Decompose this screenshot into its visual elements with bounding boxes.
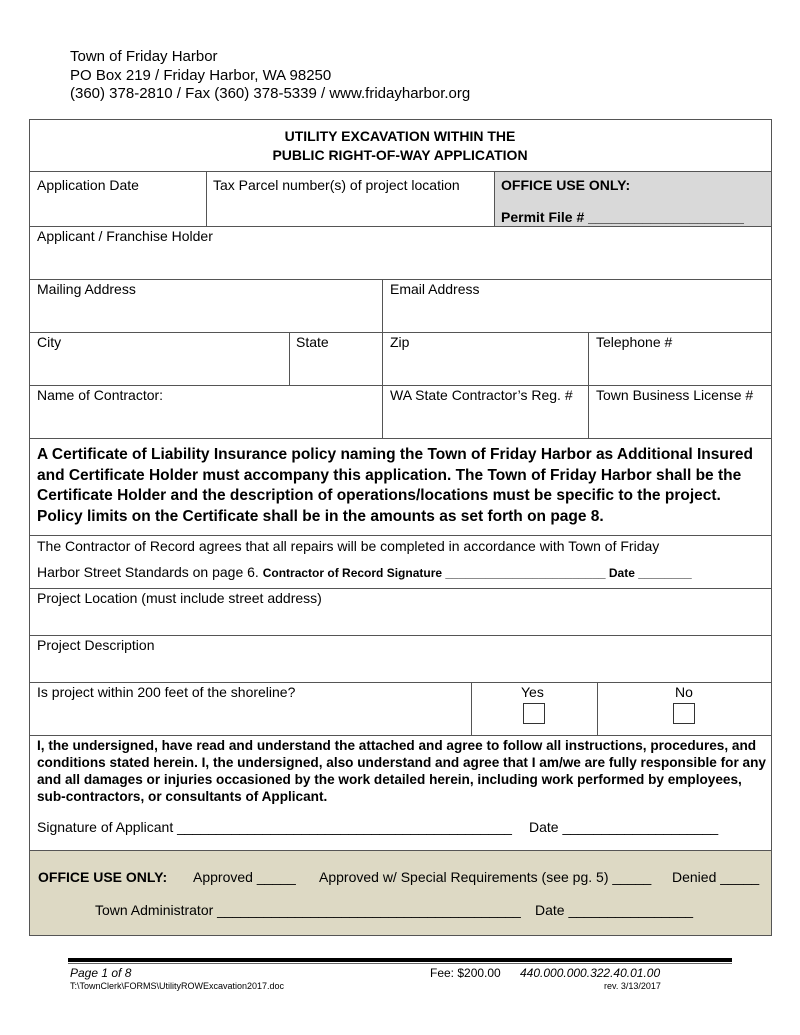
town-administrator-field: Town Administrator _______________________________________: [95, 902, 521, 918]
town-contact: (360) 378-2810 / Fax (360) 378-5339 / www.fridayharbor.org: [70, 85, 471, 102]
tax-parcel-field[interactable]: Tax Parcel number(s) of project location: [213, 177, 460, 193]
permit-file-field: Permit File # ____________________: [501, 209, 744, 225]
zip-field[interactable]: Zip: [390, 334, 410, 350]
title-line-2: PUBLIC RIGHT-OF-WAY APPLICATION: [272, 147, 528, 163]
yes-checkbox[interactable]: [523, 703, 545, 724]
no-checkbox[interactable]: [673, 703, 695, 724]
contractor-record-line2: [37, 564, 692, 580]
business-license-field[interactable]: Town Business License #: [596, 387, 754, 403]
contractor-name-field[interactable]: Name of Contractor:: [37, 387, 164, 403]
file-path: T:\TownClerk\FORMS\UtilityROWExcavation2017.doc: [70, 981, 285, 991]
state-field[interactable]: State: [296, 334, 329, 350]
town-address: PO Box 219 / Friday Harbor, WA 98250: [70, 67, 332, 84]
fee: Fee: $200.00: [430, 966, 501, 980]
application-date-field[interactable]: Application Date: [37, 177, 139, 193]
approved-field: Approved _____: [193, 869, 296, 885]
applicant-date-field[interactable]: Date ____________________: [529, 819, 719, 835]
office-use-label-bottom: OFFICE USE ONLY:: [38, 869, 168, 885]
project-description-field[interactable]: Project Description: [37, 637, 155, 653]
footer-rule: [68, 958, 732, 962]
page-number: Page 1 of 8: [70, 966, 132, 980]
wa-contractor-reg-field[interactable]: WA State Contractor’s Reg. #: [390, 387, 573, 403]
applicant-signature-field[interactable]: Signature of Applicant ___________________________________________: [37, 819, 512, 835]
account-number: 440.000.000.322.40.01.00: [520, 966, 661, 980]
contractor-record-line1: The Contractor of Record agrees that all repairs will be completed in accordance with Town of Friday: [37, 538, 660, 554]
form-title: [29, 127, 771, 165]
mailing-address-field[interactable]: Mailing Address: [37, 281, 136, 297]
admin-date-field: Date ________________: [535, 902, 694, 918]
street-standards-text: Harbor Street Standards on page 6.: [37, 564, 259, 580]
office-use-label: OFFICE USE ONLY:: [501, 177, 631, 193]
declaration-text: I, the undersigned, have read and understand the attached and agree to follow all instructions, procedures, and conditions stated herein. I, the undersigned, also understand and agree that I am/we are fully responsible for any and all damages or injuries occasioned by the work detailed herein, including work performed by employees, sub-contractors, or consultants of Applicant.: [37, 738, 766, 804]
project-location-field[interactable]: Project Location (must include street address): [37, 590, 322, 606]
telephone-field[interactable]: Telephone #: [596, 334, 673, 350]
contractor-signature-field[interactable]: Contractor of Record Signature ________________________ Date ________: [262, 566, 692, 580]
email-field[interactable]: Email Address: [390, 281, 480, 297]
revision-date: rev. 3/13/2017: [604, 981, 661, 991]
title-line-1: UTILITY EXCAVATION WITHIN THE: [284, 128, 516, 144]
approved-special-field: Approved w/ Special Requirements (see pg. 5) _____: [319, 869, 652, 885]
insurance-notice: A Certificate of Liability Insurance policy naming the Town of Friday Harbor as Additional Insured and Certificate Holder must accompany this application. The Town of Friday Harbor shall be the Certificate Holder and the description of operations/locations must be specific to the project. Policy limits on the Certificate shall be in the amounts as set forth on page 8.: [37, 446, 753, 525]
applicant-field[interactable]: Applicant / Franchise Holder: [37, 228, 213, 244]
no-label: No: [675, 684, 693, 700]
shoreline-question: Is project within 200 feet of the shoreline?: [37, 684, 296, 700]
city-field[interactable]: City: [37, 334, 62, 350]
town-name: Town of Friday Harbor: [70, 48, 218, 65]
denied-field: Denied _____: [672, 869, 760, 885]
yes-label: Yes: [521, 684, 544, 700]
